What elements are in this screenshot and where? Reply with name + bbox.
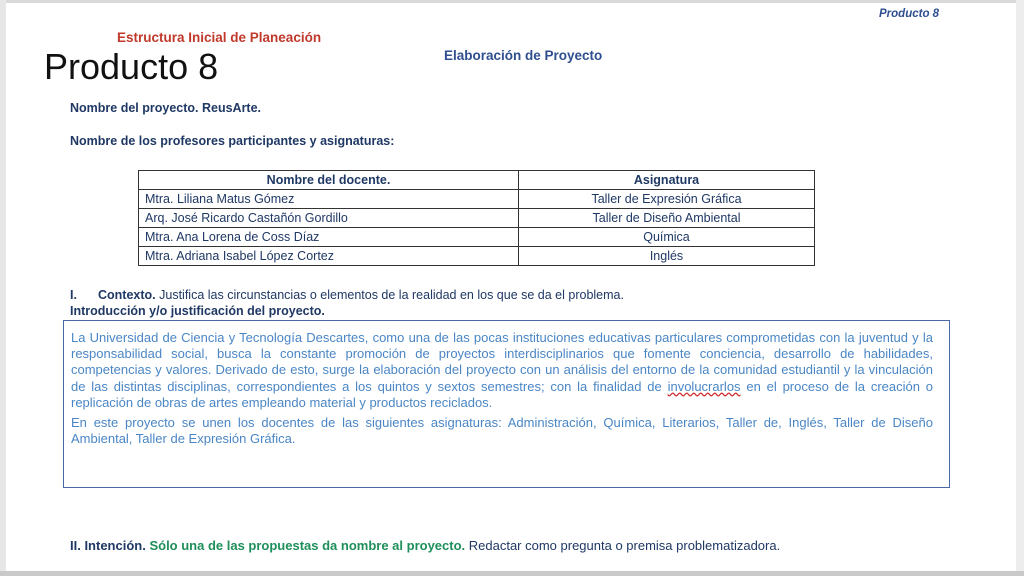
table-row (139, 209, 815, 228)
table-row (139, 228, 815, 247)
paragraph-one-start: La Universidad de Ciencia y Tecnología Descartes, como una de las pocas instituciones educativas particulares comprometidas con la juventud y la responsabilidad social, busca la constante promoción de proyectos interdisciplinarios que fomente conciencia, desarrollo de habilidades, competencias y valores. Derivado de esto, surge la elaboración del proyecto con un análisis del entorno de la comunidad estudiantil y la vinculación de las distintas disciplinas, correspondientes a los quintos y sextos semestres; con la finalidad de (71, 330, 933, 394)
context-line (70, 288, 624, 302)
subject-cell: Taller de Diseño Ambiental (519, 209, 815, 228)
paragraph-one-end: en el proceso de la creación o replicación de obras de artes empleando material y productos reciclados. (71, 378, 933, 410)
table-row (139, 190, 815, 209)
document-subtitle: Elaboración de Proyecto (444, 48, 603, 63)
subject-cell: Taller de Expresión Gráfica (519, 190, 815, 209)
subject-cell: Inglés (519, 247, 815, 266)
paragraph-two: En este proyecto se unen los docentes de las siguientes asignaturas: Administración, Química, Literarios, Taller de, Inglés, Taller de Diseño Ambiental, Taller de Expresión Gráfica. (71, 415, 933, 447)
planning-structure-title: Estructura Inicial de Planeación (117, 30, 322, 45)
intention-label: II. Intención. (70, 538, 146, 553)
header-subject: Asignatura (519, 171, 815, 190)
spellcheck-word: involucrarlos (667, 378, 741, 394)
justification-text-box (63, 320, 950, 488)
header-teacher-name: Nombre del docente. (139, 171, 519, 190)
table-header-row (139, 171, 815, 190)
teacher-name-cell: Arq. José Ricardo Castañón Gordillo (139, 209, 519, 228)
slide-title: Producto 8 (44, 46, 219, 87)
teacher-name-cell: Mtra. Liliana Matus Gómez (139, 190, 519, 209)
teachers-table (138, 170, 815, 266)
teachers-label: Nombre de los profesores participantes y asignaturas: (70, 134, 395, 148)
project-name-line: Nombre del proyecto. ReusArte. (70, 101, 262, 115)
subject-cell: Química (519, 228, 815, 247)
table-row (139, 247, 815, 266)
section-number: I. (70, 288, 77, 302)
context-text: Justifica las circunstancias o elementos de la realidad en los que se da el problema. (155, 288, 624, 302)
top-border (0, 0, 1024, 3)
teacher-name-cell: Mtra. Adriana Isabel López Cortez (139, 247, 519, 266)
teacher-name-cell: Mtra. Ana Lorena de Coss Díaz (139, 228, 519, 247)
context-label: Contexto. (98, 288, 156, 302)
right-edge (1016, 0, 1024, 576)
paragraph-one (71, 330, 933, 411)
intention-highlight: Sólo una de las propuestas da nombre al proyecto. (145, 538, 466, 553)
bottom-border (0, 571, 1024, 576)
intention-instruction: Redactar como pregunta o premisa problematizadora. (465, 538, 781, 553)
intro-label: Introducción y/o justificación del proyecto. (70, 304, 325, 318)
left-edge (0, 0, 6, 576)
product-tag: Producto 8 (879, 8, 940, 20)
intention-line (70, 538, 780, 553)
